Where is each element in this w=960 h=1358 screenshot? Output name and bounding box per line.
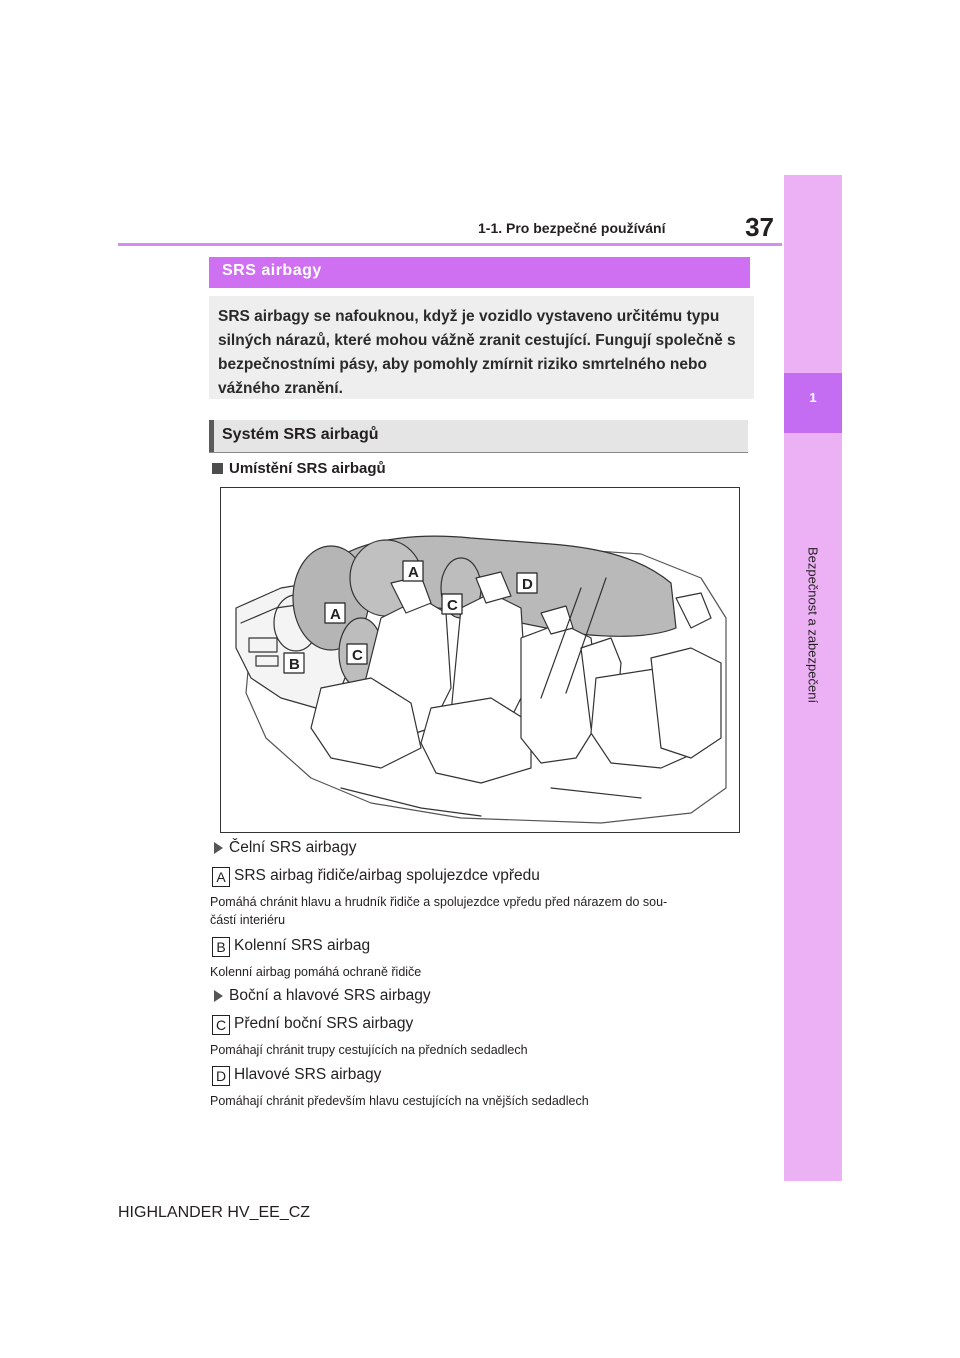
svg-text:C: C xyxy=(352,647,363,664)
chapter-number: 1 xyxy=(809,390,817,405)
badge-a: A xyxy=(212,867,230,887)
svg-text:D: D xyxy=(522,576,533,593)
chapter-title: Bezpečnost a zabezpečení xyxy=(805,546,821,704)
intro-text: SRS airbagy se nafouknou, když je vozidlo vystaveno určitému typu silných nárazů, které mohou vážně zranit cestující. Fungují společně s bezpečnostními pásy, aby pomohly zmírnit riziko smrtelného nebo vážného zranění. xyxy=(218,308,736,397)
triangle-bullet-icon xyxy=(214,842,223,854)
heading-bullet-icon xyxy=(212,463,223,474)
subsection-title: Systém SRS airbagů xyxy=(222,426,379,443)
legend-d-title: Hlavové SRS airbagy xyxy=(234,1066,382,1083)
legend-a-desc-2: částí interiéru xyxy=(210,913,286,927)
footer-model-code: HIGHLANDER HV_EE_CZ xyxy=(118,1204,311,1221)
legend-group-front: Čelní SRS airbagy xyxy=(229,839,357,856)
svg-text:A: A xyxy=(330,606,341,623)
svg-text:A: A xyxy=(408,564,419,581)
legend-c-desc: Pomáhají chránit trupy cestujících na předních sedadlech xyxy=(210,1043,528,1057)
svg-text:B: B xyxy=(289,656,300,673)
subsection-underline xyxy=(209,452,748,453)
svg-text:C: C xyxy=(447,597,458,614)
legend-d-desc: Pomáhají chránit především hlavu cestujících na vnějších sedadlech xyxy=(210,1094,589,1108)
triangle-bullet-icon xyxy=(214,990,223,1002)
header-rule xyxy=(118,243,782,246)
callout-c-upper xyxy=(442,594,462,614)
callout-a-lower xyxy=(325,603,345,623)
vehicle-interior-drawing xyxy=(221,488,739,832)
subsection-accent xyxy=(209,420,214,452)
legend-a-title: SRS airbag řidiče/airbag spolujezdce vpředu xyxy=(234,867,540,884)
badge-c: C xyxy=(212,1015,230,1035)
page-number: 37 xyxy=(745,212,774,242)
callout-d xyxy=(517,573,537,593)
callout-c-lower xyxy=(347,644,367,664)
section-title: 1-1. Pro bezpečné používání xyxy=(478,220,666,236)
airbag-illustration xyxy=(220,487,740,833)
legend-b-title: Kolenní SRS airbag xyxy=(234,937,371,954)
legend-group-side: Boční a hlavové SRS airbagy xyxy=(229,987,431,1004)
legend-b-desc: Kolenní airbag pomáhá ochraně řidiče xyxy=(210,965,422,979)
legend-a-desc-1: Pomáhá chránit hlavu a hrudník řidiče a spolujezdce vpředu před nárazem do sou- xyxy=(210,895,668,909)
callout-b xyxy=(284,653,304,673)
callout-a-upper xyxy=(403,561,423,581)
badge-d: D xyxy=(212,1066,230,1086)
badge-b: B xyxy=(212,937,230,957)
heading-airbag-locations: Umístění SRS airbagů xyxy=(229,460,386,477)
page-title: SRS airbagy xyxy=(222,262,322,279)
legend-c-title: Přední boční SRS airbagy xyxy=(234,1015,414,1032)
